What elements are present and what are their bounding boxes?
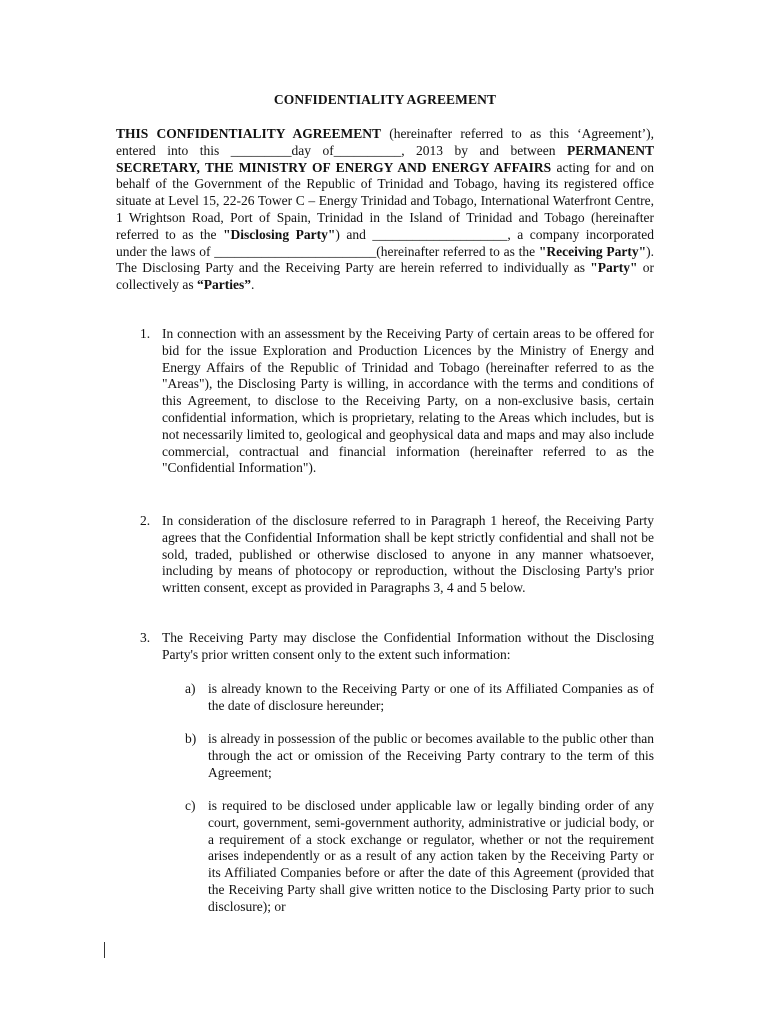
clause-text: The Receiving Party may disclose the Confidential Information without the Disclosing Party's prior written consent only to the extent such information: xyxy=(162,630,654,662)
clause-text: In consideration of the disclosure referred to in Paragraph 1 hereof, the Receiving Party agrees that the Confidential Information shall be kept strictly confidential and shall not be sold, traded, published or otherwise disclosed to anyone in any manner whatsoever, including by means of photocopy or reproduction, without the Disclosing Party's prior written consent, except as provided in Paragraphs 3, 4 and 5 below. xyxy=(162,513,654,596)
party-term: "Party" xyxy=(590,260,638,276)
intro-text-5: or collectively as xyxy=(116,260,655,293)
clause-text: In connection with an assessment by the Receiving Party of certain areas to be offered for bid for the issue Exploration and Production Licences by the Ministry of Energy and Energy Affairs of the Republic of Trinidad and Tobago (hereinafter referred to as the "Areas"), the Disclosing Party is willing, in accordance with the terms and conditions of this Agreement, to disclose to the Receiving Party, on a non-exclusive basis, certain confidential information, which is proprietary, relating to the Areas which includes, but is not necessarily limited to, geological and geophysical data and maps and may also include commercial, contractual and financial information (hereinafter referred to as the "Confidential Information"). xyxy=(162,326,654,476)
document-title: CONFIDENTIALITY AGREEMENT xyxy=(273,92,497,107)
intro-text-2: acting for and on behalf of the Government of the Republic of Trinidad and Tobago, having its registered office situate at Level 15, 22-26 Tower C – Energy Trinidad and Tobago, International Waterfront Centre, 1 Wrightson Road, Port of Spain, Trinidad in the Island of Trinidad and Tobago (hereinafter referred to as the xyxy=(116,159,655,242)
margin-line xyxy=(104,942,105,958)
subclause-text: is required to be disclosed under applicable law or legally binding order of any court, government, semi-government authority, administrative or judicial body, or a requirement of a stock exchange or regulator, whether or not the requirement arises independently or as a result of any action taken by the Receiving Party or its Affiliated Companies before or after the date of this Agreement (provided that the Receiving Party shall give written notice to the Disclosing Party prior to such disclosure); or xyxy=(208,798,654,914)
subclause-letter: b) xyxy=(185,731,197,746)
subclause-text: is already in possession of the public or becomes available to the public other than through the act or omission of the Receiving Party contrary to the term of this Agreement; xyxy=(208,731,654,780)
subclause-text: is already known to the Receiving Party or one of its Affiliated Companies as of the date of disclosure hereunder; xyxy=(208,681,654,713)
clause-number: 3. xyxy=(140,630,151,645)
disclosing-entity-name: PERMANENT SECRETARY, THE MINISTRY OF ENERGY AND ENERGY AFFAIRS xyxy=(116,142,654,175)
receiving-party-term: "Receiving Party" xyxy=(538,243,647,259)
clause-number: 1. xyxy=(140,326,151,341)
intro-text-6: . xyxy=(250,277,255,293)
subclause-letter: a) xyxy=(185,681,196,696)
disclosing-party-term: "Disclosing Party" xyxy=(223,226,336,242)
clause-number: 2. xyxy=(140,513,151,528)
agreement-name: THIS CONFIDENTIALITY AGREEMENT xyxy=(116,126,381,141)
intro-text-1: (hereinafter referred to as this ‘Agreement’), entered into this _________day of__________, 2013 by and between xyxy=(116,126,654,158)
intro-text-3: ) and ____________________, a company incorporated under the laws of ________________________(hereinafter referred to as the xyxy=(116,226,655,259)
subclause-letter: c) xyxy=(185,798,196,813)
intro-paragraph xyxy=(116,126,654,294)
intro-text-4: ). The Disclosing Party and the Receiving Party are herein referred to individually as xyxy=(116,243,654,276)
parties-term: “Parties” xyxy=(196,277,251,293)
